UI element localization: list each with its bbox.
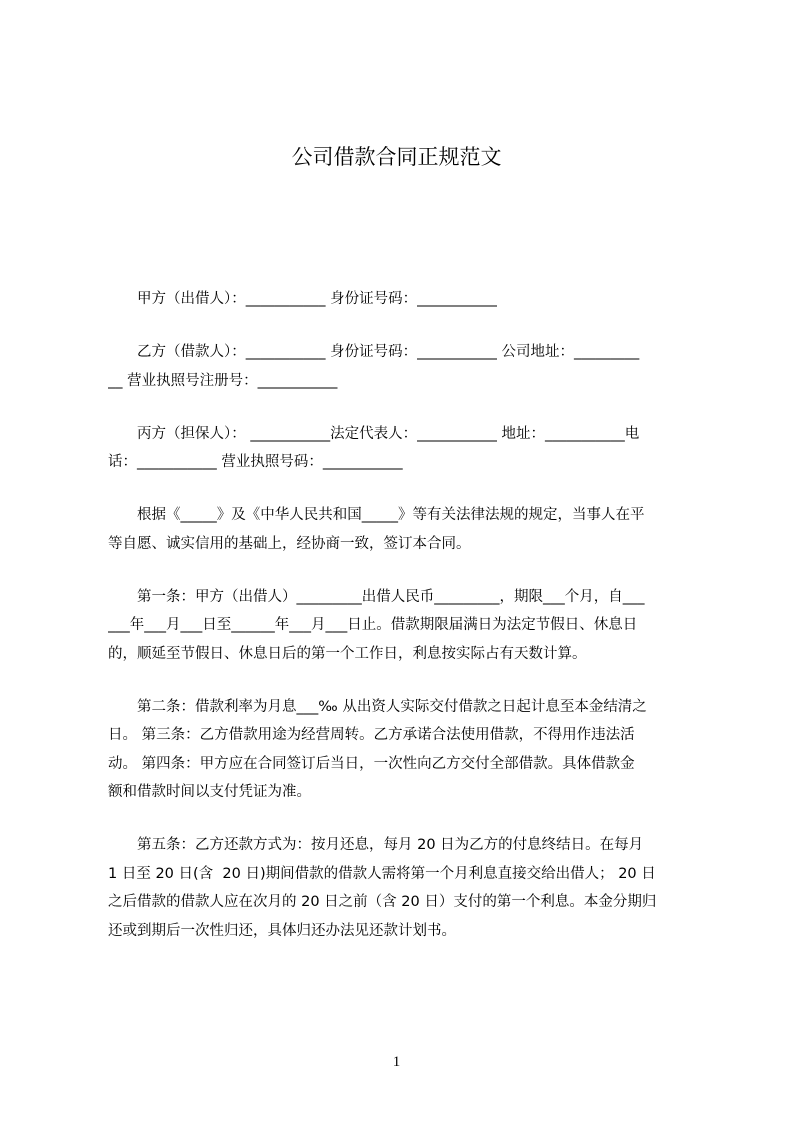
text-line: 话：___________ 营业执照号码：___________ (108, 454, 403, 470)
party-a-paragraph (108, 285, 700, 314)
text-line: 甲方（出借人）：___________ 身份证号码：___________ (137, 291, 497, 307)
page-number: 1 (392, 1054, 401, 1070)
document-body (108, 285, 700, 970)
party-b-paragraph (108, 338, 700, 395)
text-line: 1 日至 20 日(含 20 日)期间借款的借款人需将第一个月利息直接交给出借人； 20 日 (108, 865, 656, 882)
text-line: 日。 第三条：乙方借款用途为经营周转。乙方承诺合法使用借款，不得用作违法活 (108, 727, 635, 743)
text-line: 第一条：甲方（出借人）_________出借人民币_________，期限___个月，自___ (137, 588, 645, 605)
text-line: __ 营业执照号注册号：___________ (108, 372, 338, 389)
article-5-paragraph (108, 831, 700, 945)
text-line: 第二条：借款利率为月息___‰ 从出资人实际交付借款之日起计息至本金结清之 (137, 698, 647, 715)
text-line: 第五条：乙方还款方式为：按月还息，每月 20 日为乙方的付息终结日。在每月 (137, 837, 644, 853)
document-title: 公司借款合同正规范文 (291, 145, 502, 169)
article-2-4-paragraph (108, 693, 700, 807)
text-line: 还或到期后一次性归还，具体归还办法见还款计划书。 (108, 922, 456, 939)
text-line: 之后借款的借款人应在次月的 20 日之前（含 20 日）支付的第一个利息。本金分期归 (108, 894, 657, 910)
text-line: 丙方（担保人）： ___________法定代表人：___________ 地址：___________电 (137, 425, 640, 442)
text-line: 的，顺延至节假日、休息日后的第一个工作日，利息按实际占有天数计算。 (108, 645, 587, 662)
article-1-paragraph (108, 583, 700, 669)
text-line: 根据《_____》及《中华人民共和国_____》等有关法律法规的规定，当事人在平 (137, 507, 645, 523)
text-line: 等自愿、诚实信用的基础上，经协商一致，签订本合同。 (108, 535, 471, 552)
text-line: ___年___月___日至______年___月___日止。借款期限届满日为法定节假日、休息日 (108, 617, 638, 633)
preamble-paragraph (108, 501, 700, 558)
party-c-paragraph (108, 420, 700, 477)
text-line: 额和借款时间以支付凭证为准。 (108, 784, 311, 800)
text-line: 动。 第四条：甲方应在合同签订后当日，一次性向乙方交付全部借款。具体借款金 (108, 755, 635, 772)
text-line: 乙方（借款人）：___________ 身份证号码：___________ 公司地址：_________ (137, 344, 640, 360)
